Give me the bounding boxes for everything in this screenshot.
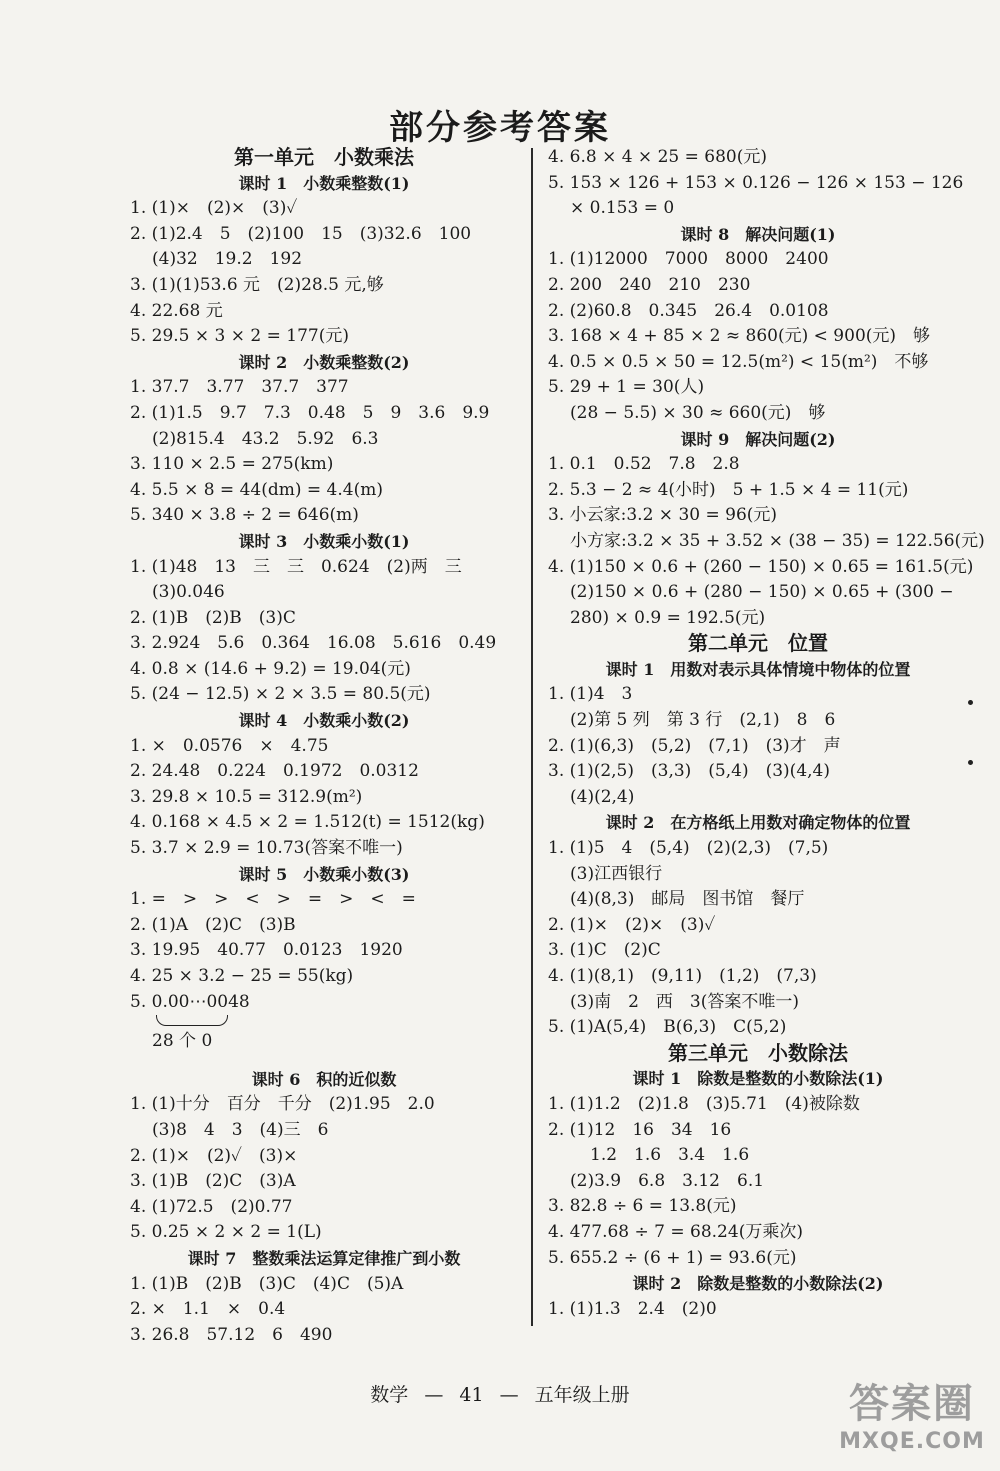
answer-continuation: (2)3.9 6.8 3.12 6.1 [570, 1170, 765, 1191]
answer-continuation: (28 − 5.5) × 30 ≈ 660(元) 够 [570, 402, 826, 423]
answer-line: 4. (1)150 × 0.6 + (260 − 150) × 0.65 = 161.5(元) [548, 556, 974, 577]
answer-line: 3. 2.924 5.6 0.364 16.08 5.616 0.49 [130, 633, 497, 654]
answer-line: 1. 0.1 0.52 7.8 2.8 [548, 454, 740, 475]
answer-line: 1. × 0.0576 × 4.75 [130, 735, 329, 756]
answer-line: 4. 22.68 元 [130, 300, 223, 321]
lesson-heading: 课时 3 小数乘小数(1) [238, 531, 410, 551]
answer-line: 5. 153 × 126 + 153 × 0.126 − 126 × 153 − 126 [548, 172, 964, 193]
answer-line: 1. = > > < > = > < = [130, 889, 416, 910]
answer-line: 2. (1)12 16 34 16 [548, 1119, 732, 1140]
answer-line: 2. (1)× (2)✓ (3)× [130, 1145, 298, 1166]
left-column [130, 145, 518, 1348]
answer-line: 5. 0.25 × 2 × 2 = 1(L) [130, 1222, 322, 1243]
answer-line: 3. (1)C (2)C [548, 940, 661, 961]
answer-line: 1. (1)48 13 三 三 0.624 (2)两 三 [130, 556, 462, 577]
answer-continuation: (2)150 × 0.6 + (280 − 150) × 0.65 + (300 − [570, 582, 954, 603]
answer-line: 1. (1)4 3 [548, 684, 633, 705]
answer-continuation: (2)第 5 列 第 3 行 (2,1) 8 6 [570, 710, 836, 731]
footer-grade: 五年级上册 [534, 1384, 630, 1406]
answer-line: 2. (1)B (2)B (3)C [130, 607, 296, 628]
answer-line: 2. × 1.1 × 0.4 [130, 1299, 286, 1320]
answer-line: 4. 5.5 × 8 = 44(dm) = 4.4(m) [130, 479, 383, 500]
answer-continuation: (3)南 2 西 3(答案不唯一) [570, 991, 799, 1012]
page-title: 部分参考答案 [389, 108, 611, 148]
answer-line: 5. 3.7 × 2.9 = 10.73(答案不唯一) [130, 838, 403, 859]
answer-line: 3. (1)B (2)C (3)A [130, 1171, 296, 1192]
answer-line: 4. 0.5 × 0.5 × 50 = 12.5(m²) < 15(m²) 不够 [548, 351, 929, 372]
answer-line: 5. 340 × 3.8 ÷ 2 = 646(m) [130, 505, 359, 526]
answer-line: 4. 6.8 × 4 × 25 = 680(元) [548, 147, 767, 167]
lesson-heading: 课时 4 小数乘小数(2) [238, 711, 410, 731]
unit-heading: 第三单元 小数除法 [668, 1040, 848, 1065]
lesson-heading: 课时 6 积的近似数 [251, 1069, 397, 1089]
answer-line: 1. (1)1.3 2.4 (2)0 [548, 1298, 717, 1319]
answer-line: 2. (1)× (2)× (3)✓ [548, 914, 716, 935]
unit-heading: 第一单元 小数乘法 [234, 145, 414, 169]
answer-line: 5. 0.00⋯0048 [130, 991, 250, 1012]
answer-line: 4. (1)(8,1) (9,11) (1,2) (7,3) [548, 966, 817, 986]
answer-line: 3. 110 × 2.5 = 275(km) [130, 454, 334, 475]
answer-continuation: 1.2 1.6 3.4 1.6 [590, 1145, 750, 1166]
answer-line: 1. (1)十分 百分 千分 (2)1.95 2.0 [130, 1094, 435, 1115]
answer-line: 4. 0.8 × (14.6 + 9.2) = 19.04(元) [130, 658, 411, 679]
answer-line: 4. 0.168 × 4.5 × 2 = 1.512(t) = 1512(kg) [130, 812, 485, 833]
answer-continuation: 28 个 0 [152, 1031, 213, 1052]
ink-dot [968, 700, 973, 705]
answer-line: 2. (1)(6,3) (5,2) (7,1) (3)才 声 [548, 735, 841, 756]
answer-line: 2. (2)60.8 0.345 26.4 0.0108 [548, 300, 829, 321]
answer-line: 3. 小云家:3.2 × 30 = 96(元) [548, 505, 778, 526]
ink-dot [968, 760, 973, 765]
answer-line: 3. 168 × 4 + 85 × 2 ≈ 860(元) < 900(元) 够 [548, 326, 931, 347]
answer-line: 2. (1)1.5 9.7 7.3 0.48 5 9 3.6 9.9 [130, 402, 490, 423]
answer-line: 3. 82.8 ÷ 6 = 13.8(元) [548, 1196, 737, 1217]
answer-continuation: (3)8 4 3 (4)三 6 [152, 1119, 329, 1140]
answer-line: 1. (1)B (2)B (3)C (4)C (5)A [130, 1273, 404, 1294]
lesson-heading: 课时 1 除数是整数的小数除法(1) [632, 1069, 884, 1089]
answer-line: 5. 29.5 × 3 × 2 = 177(元) [130, 326, 349, 347]
answer-continuation: 小方家:3.2 × 35 + 3.52 × (38 − 35) = 122.56(元) [570, 530, 985, 551]
answer-continuation: (4)(8,3) 邮局 图书馆 餐厅 [570, 889, 805, 910]
answer-continuation: × 0.153 = 0 [570, 198, 675, 219]
answer-continuation: (4)32 19.2 192 [152, 249, 303, 270]
column-divider [531, 148, 533, 1326]
lesson-heading: 课时 9 解决问题(2) [680, 429, 836, 449]
spacer [130, 1055, 518, 1067]
lesson-heading: 课时 2 小数乘整数(2) [238, 352, 410, 372]
answer-continuation: (3)0.046 [152, 582, 225, 603]
lesson-heading: 课时 1 小数乘整数(1) [238, 173, 410, 193]
answer-line: 5. 655.2 ÷ (6 + 1) = 93.6(元) [548, 1247, 797, 1268]
answer-continuation: (3)江西银行 [570, 863, 663, 884]
answer-line: 3. 26.8 57.12 6 490 [130, 1324, 333, 1345]
lesson-heading: 课时 5 小数乘小数(3) [238, 864, 410, 884]
answer-line: 3. 19.95 40.77 0.0123 1920 [130, 940, 403, 961]
answer-line: 3. (1)(1)53.6 元 (2)28.5 元,够 [130, 274, 384, 295]
answer-line: 2. (1)A (2)C (3)B [130, 914, 296, 935]
answer-line: 2. 24.48 0.224 0.1972 0.0312 [130, 761, 419, 782]
lesson-heading: 课时 8 解决问题(1) [680, 224, 836, 244]
answer-line: 1. (1)5 4 (5,4) (2)(2,3) (7,5) [548, 838, 829, 859]
brace-shape [156, 1015, 228, 1026]
answer-line: 1. (1)12000 7000 8000 2400 [548, 249, 829, 270]
answer-line: 2. (1)2.4 5 (2)100 15 (3)32.6 100 [130, 223, 472, 244]
answer-continuation: (4)(2,4) [570, 786, 635, 807]
answer-line: 1. (1)× (2)× (3)✓ [130, 198, 298, 219]
watermark-main: 答案圈 [849, 1381, 975, 1427]
answer-line: 4. 477.68 ÷ 7 = 68.24(万乘次) [548, 1221, 803, 1242]
answer-line: 2. 5.3 − 2 ≈ 4(小时) 5 + 1.5 × 4 = 11(元) [548, 479, 909, 500]
unit-heading: 第二单元 位置 [688, 631, 828, 656]
answer-continuation: 280) × 0.9 = 192.5(元) [570, 607, 766, 628]
lesson-heading: 课时 2 在方格纸上用数对确定物体的位置 [605, 813, 911, 833]
answer-line: 2. 200 240 210 230 [548, 274, 751, 295]
footer-page-number: — 41 — [424, 1384, 519, 1406]
answer-line: 5. (24 − 12.5) × 2 × 3.5 = 80.5(元) [130, 684, 431, 705]
lesson-heading: 课时 2 除数是整数的小数除法(2) [632, 1274, 884, 1294]
right-column [548, 145, 985, 1322]
answer-continuation: (2)815.4 43.2 5.92 6.3 [152, 428, 379, 449]
answer-line: 3. (1)(2,5) (3,3) (5,4) (3)(4,4) [548, 761, 830, 782]
lesson-heading: 课时 1 用数对表示具体情境中物体的位置 [605, 659, 911, 679]
answer-line: 4. (1)72.5 (2)0.77 [130, 1196, 293, 1217]
answer-line: 3. 29.8 × 10.5 = 312.9(m²) [130, 786, 363, 807]
answer-line: 5. (1)A(5,4) B(6,3) C(5,2) [548, 1017, 787, 1038]
lesson-heading: 课时 7 整数乘法运算定律推广到小数 [187, 1248, 461, 1268]
answer-line: 1. (1)1.2 (2)1.8 (3)5.71 (4)被除数 [548, 1093, 860, 1114]
watermark-url: MXQE.COM [839, 1429, 985, 1454]
footer-subject: 数学 [370, 1384, 409, 1406]
underbrace [130, 1015, 518, 1029]
answer-line: 4. 25 × 3.2 − 25 = 55(kg) [130, 966, 354, 986]
answer-line: 1. 37.7 3.77 37.7 377 [130, 377, 349, 398]
answer-line: 5. 29 + 1 = 30(人) [548, 377, 705, 398]
watermark-logo [832, 1363, 992, 1463]
